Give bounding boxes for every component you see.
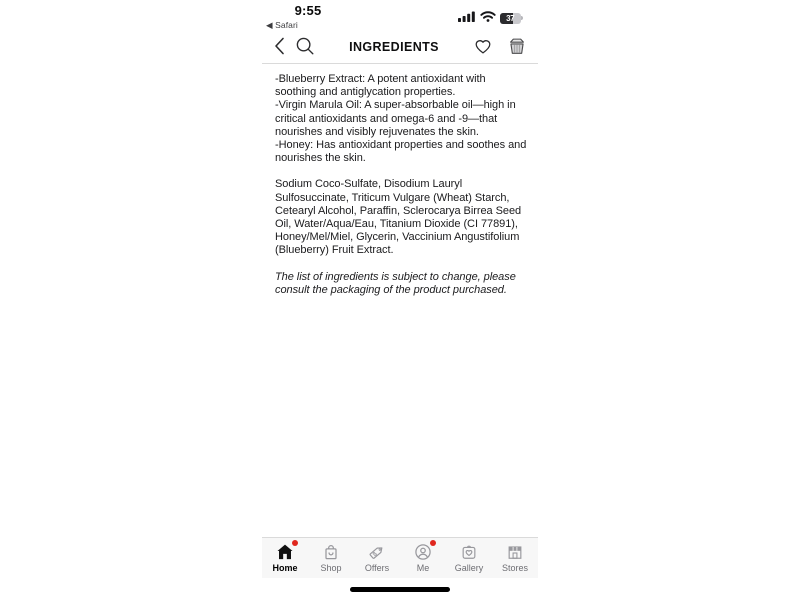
tab-label: Me <box>416 563 430 573</box>
home-icon <box>275 542 295 562</box>
home-indicator-handle[interactable] <box>350 587 450 592</box>
ingredient-bullet: -Virgin Marula Oil: A super-absorbable oil—high in critical antioxidants and omega-6 and -9—that nourishes and visibly rejuvenates the skin. <box>275 99 516 138</box>
gallery-icon <box>459 542 479 562</box>
back-button[interactable] <box>267 35 293 61</box>
tab-home[interactable] <box>262 538 308 578</box>
tab-shop[interactable] <box>308 538 354 578</box>
tab-label: Stores <box>501 563 528 573</box>
search-button[interactable] <box>292 35 318 61</box>
ingredients-list-paragraph: Sodium Coco-Sulfate, Disodium Lauryl Sulfosuccinate, Triticum Vulgare (Wheat) Starch, Cetearyl Alcohol, Paraffin, Sclerocarya Birrea Seed Oil, Water/Aqua/Eau, Titanium Dioxide (CI 77891), Honey/Mel/Miel, Glycerin, Vaccinium Angustifolium (Blueberry) Fruit Extract. <box>275 178 522 257</box>
tab-bar <box>262 537 538 578</box>
battery-icon <box>500 13 523 24</box>
tab-gallery[interactable] <box>446 538 492 578</box>
back-to-safari-link[interactable]: ◀ Safari <box>266 20 298 30</box>
storefront-icon <box>505 542 525 562</box>
phone-screen <box>262 0 538 600</box>
shopping-bag-icon <box>321 542 341 562</box>
status-time: 9:55 <box>294 3 322 18</box>
tab-label: Gallery <box>454 563 484 573</box>
heart-icon <box>472 35 494 62</box>
basket-icon <box>506 35 528 62</box>
ingredient-bullet: -Honey: Has antioxidant properties and soothes and nourishes the skin. <box>275 139 527 165</box>
profile-icon <box>413 542 433 562</box>
basket-button[interactable] <box>504 35 530 61</box>
chevron-left-icon <box>273 35 287 62</box>
page-title: INGREDIENTS <box>349 40 439 54</box>
ingredients-content[interactable] <box>262 64 538 537</box>
tab-label: Shop <box>320 563 342 573</box>
tab-offers[interactable] <box>354 538 400 578</box>
nav-bar <box>262 32 538 64</box>
tab-label: Offers <box>364 563 390 573</box>
tab-me[interactable] <box>400 538 446 578</box>
svg-text:$: $ <box>371 550 379 559</box>
status-icons <box>458 12 523 24</box>
search-icon <box>294 35 316 62</box>
price-tag-icon <box>367 542 387 562</box>
cellular-signal-icon <box>458 9 476 27</box>
ingredient-bullet: -Blueberry Extract: A potent antioxidant with soothing and antiglycation properties. <box>275 73 486 99</box>
wishlist-button[interactable] <box>470 35 496 61</box>
ingredient-highlights <box>275 73 528 165</box>
battery-percent: 37 <box>506 13 515 23</box>
disclaimer-paragraph: The list of ingredients is subject to change, please consult the packaging of the product purchased. <box>275 270 516 296</box>
tab-label: Home <box>272 563 298 573</box>
notification-badge <box>430 540 436 546</box>
tab-stores[interactable] <box>492 538 538 578</box>
status-bar <box>262 0 538 32</box>
notification-badge <box>292 540 298 546</box>
wifi-icon <box>480 9 496 27</box>
